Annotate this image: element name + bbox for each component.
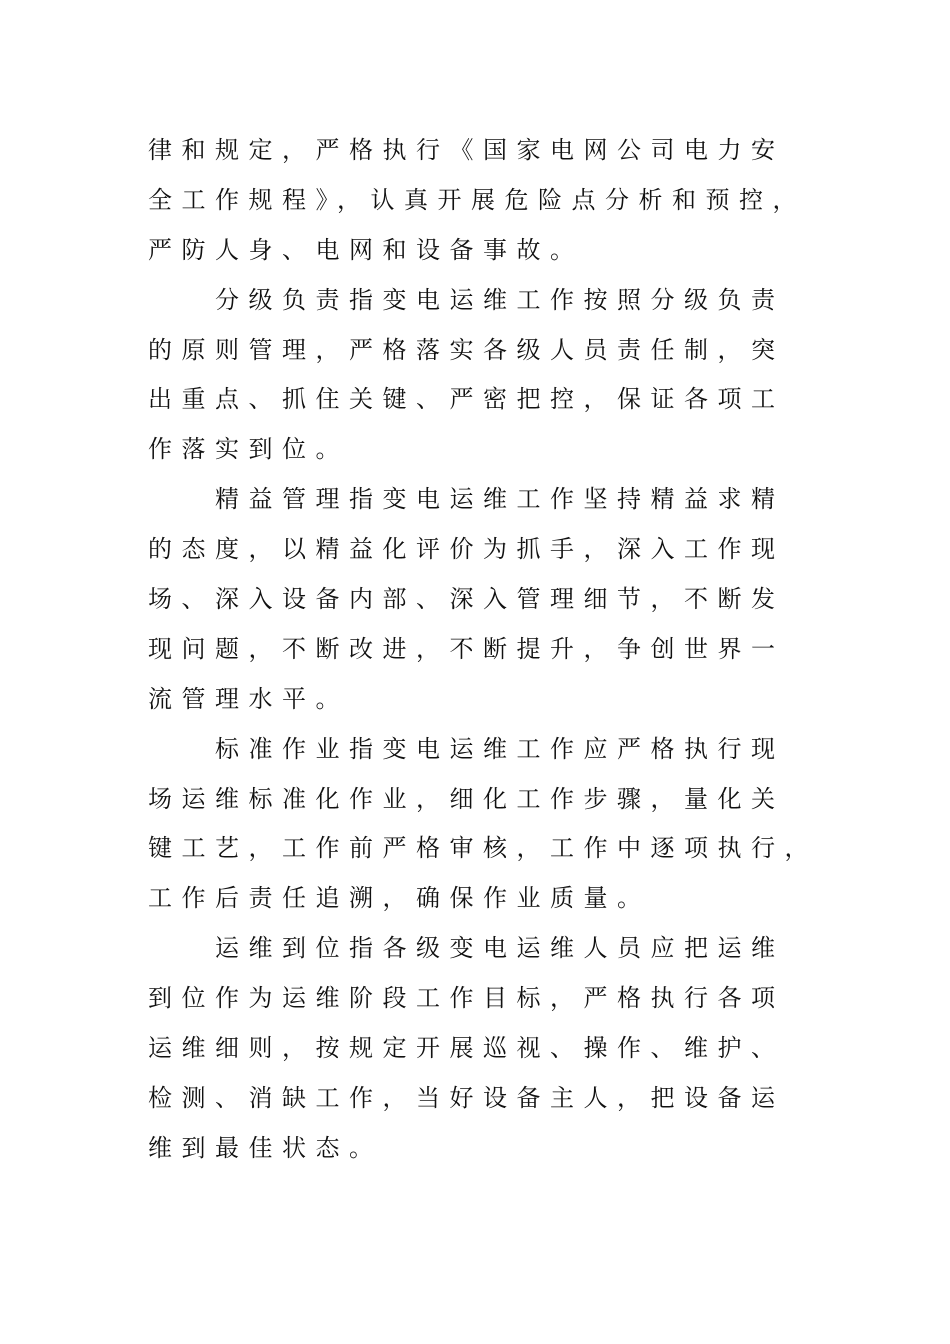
text-line: 工作后责任追溯，确保作业质量。 bbox=[148, 884, 651, 913]
text-line: 全工作规程》，认真开展危险点分析和预控， bbox=[148, 185, 806, 214]
text-line: 律和规定，严格执行《国家电网公司电力安 bbox=[148, 136, 785, 164]
text-line: 维到最佳状态。 bbox=[148, 1133, 383, 1162]
text-line: 的原则管理，严格落实各级人员责任制，突 bbox=[148, 335, 785, 364]
text-line: 严防人身、电网和设备事故。 bbox=[148, 235, 584, 264]
text-line: 场运维标准化作业，细化工作步骤，量化关 bbox=[148, 784, 785, 813]
text-line: 作落实到位。 bbox=[148, 435, 349, 464]
text-line: 检测、消缺工作，当好设备主人，把设备运 bbox=[148, 1083, 785, 1112]
text-line: 场、深入设备内部、深入管理细节，不断发 bbox=[148, 585, 785, 614]
paragraph-start-line: 标准作业指变电运维工作应严格执行现 bbox=[215, 734, 785, 763]
text-line: 到位作为运维阶段工作目标，严格执行各项 bbox=[148, 984, 785, 1013]
text-line: 出重点、抓住关键、严密把控，保证各项工 bbox=[148, 385, 785, 414]
text-line: 流管理水平。 bbox=[148, 684, 349, 713]
paragraph-start-line: 运维到位指各级变电运维人员应把运维 bbox=[215, 934, 785, 963]
text-line: 现问题，不断改进，不断提升，争创世界一 bbox=[148, 634, 785, 663]
text-line: 键工艺，工作前严格审核，工作中逐项执行， bbox=[148, 834, 818, 863]
paragraph-start-line: 分级负责指变电运维工作按照分级负责 bbox=[215, 285, 785, 314]
text-line: 运维细则，按规定开展巡视、操作、维护、 bbox=[148, 1034, 785, 1063]
paragraph-start-line: 精益管理指变电运维工作坚持精益求精 bbox=[215, 485, 785, 514]
body-text bbox=[148, 126, 818, 1174]
text-line: 的态度，以精益化评价为抓手，深入工作现 bbox=[148, 535, 785, 564]
